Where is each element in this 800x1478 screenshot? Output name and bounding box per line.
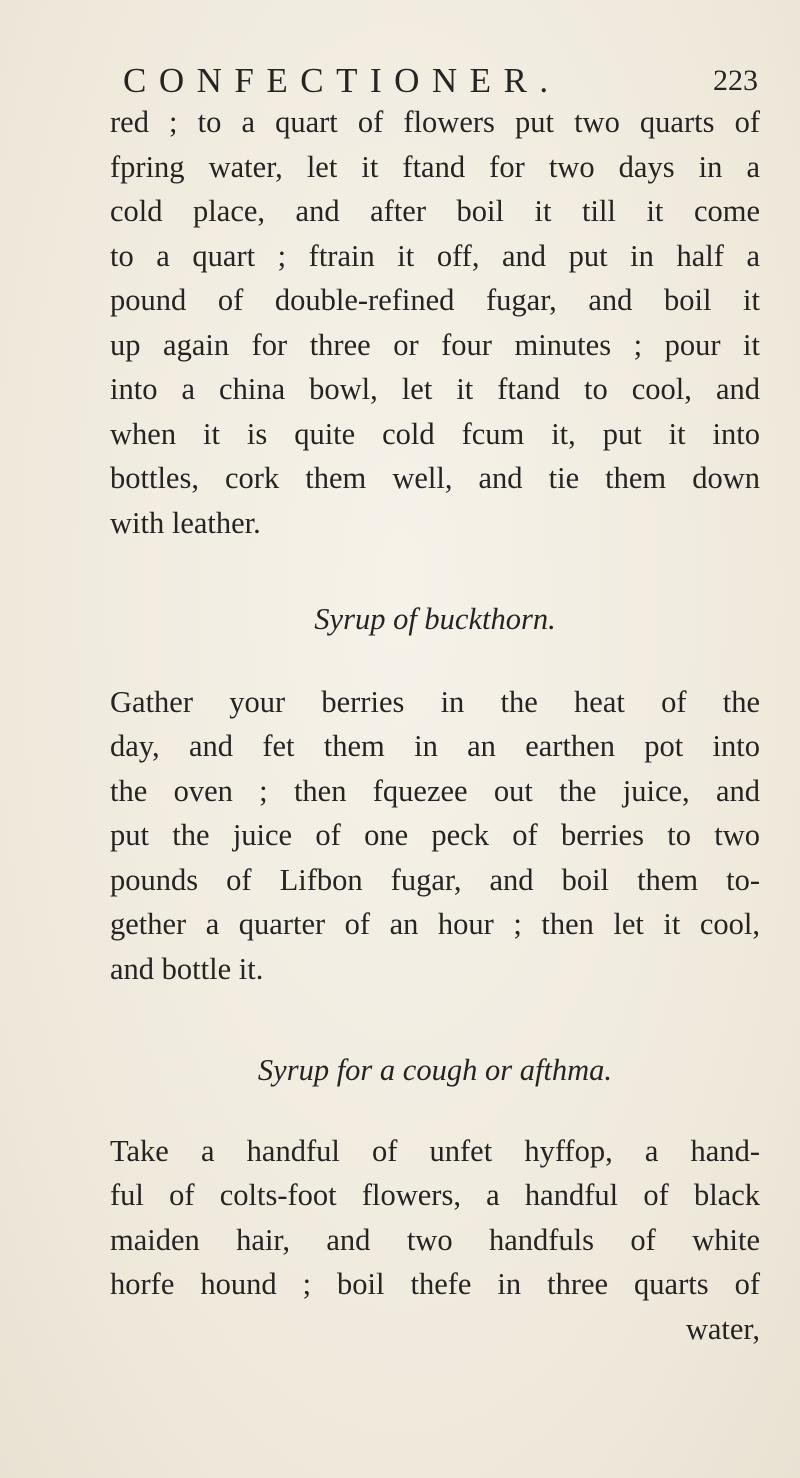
page-header bbox=[0, 56, 800, 106]
page-number: 223 bbox=[713, 64, 758, 97]
text-line: put the juice of one peck of berries to two bbox=[110, 818, 760, 852]
text-line: gether a quarter of an hour ; then let it cool, bbox=[110, 907, 760, 941]
text-line: Take a handful of unfet hyffop, a hand- bbox=[110, 1133, 760, 1168]
text-line: and bottle it. bbox=[110, 951, 264, 986]
text-line: when it is quite cold fcum it, put it into bbox=[110, 416, 760, 451]
catchword: water, bbox=[685, 1311, 760, 1346]
text-line: red ; to a quart of flowers put two quarts of bbox=[110, 105, 760, 139]
text-line: ful of colts-foot flowers, a handful of black bbox=[110, 1178, 760, 1212]
text-line: with leather. bbox=[110, 505, 261, 540]
text-line: into a china bowl, let it ftand to cool, and bbox=[110, 372, 760, 406]
recipe-heading-buckthorn: Syrup of buckthorn. bbox=[314, 602, 556, 636]
text-line: fpring water, let it ftand for two days in a bbox=[110, 149, 760, 184]
paragraph-rose-syrup bbox=[110, 100, 760, 545]
paragraph-buckthorn bbox=[110, 680, 760, 992]
text-line: day, and fet them in an earthen pot into bbox=[110, 729, 760, 763]
text-line: horfe hound ; boil thefe in three quarts of bbox=[110, 1267, 760, 1301]
text-line: pound of double-refined fugar, and boil it bbox=[110, 283, 760, 317]
text-line: cold place, and after boil it till it come bbox=[110, 194, 760, 228]
text-line: to a quart ; ftrain it off, and put in half a bbox=[110, 238, 760, 273]
running-head: CONFECTIONER. bbox=[123, 61, 561, 100]
text-line: maiden hair, and two handfuls of white bbox=[110, 1222, 760, 1257]
text-line: pounds of Lifbon fugar, and boil them to- bbox=[110, 862, 760, 897]
recipe-heading-cough-syrup: Syrup for a cough or afthma. bbox=[257, 1053, 613, 1087]
text-line: bottles, cork them well, and tie them down bbox=[110, 461, 760, 495]
text-line: up again for three or four minutes ; pour it bbox=[110, 327, 760, 362]
page-body bbox=[110, 100, 760, 1351]
paragraph-cough-syrup bbox=[110, 1129, 760, 1352]
text-line: Gather your berries in the heat of the bbox=[110, 684, 760, 719]
text-line: the oven ; then fquezee out the juice, and bbox=[110, 773, 760, 808]
